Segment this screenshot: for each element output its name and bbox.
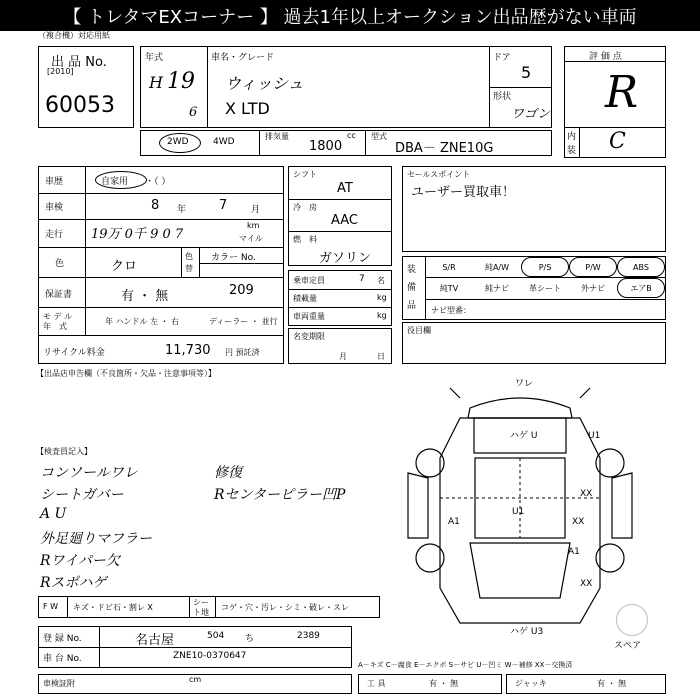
- inspector-note: Rスポハゲ: [40, 575, 107, 591]
- score-value: R: [605, 67, 639, 118]
- recycle-amount: 11,730: [165, 343, 211, 358]
- banner-text: 【 トレタマEXコーナー 】 過去1年以上オークション出品歴がない車両: [63, 6, 637, 28]
- shape-value: ワゴン: [511, 107, 551, 122]
- inspector-note: 修復: [214, 465, 242, 481]
- mark-right-a1: A1: [568, 547, 580, 557]
- car-grade: X LTD: [225, 99, 270, 118]
- mileage-label: 走行: [45, 230, 64, 240]
- registration-box: [38, 626, 352, 668]
- equipment-item: 純ナビ: [485, 283, 509, 293]
- fuel-value: ガソリン: [319, 251, 372, 266]
- jack-label: ジャッキ: [515, 679, 547, 688]
- weight-label: 車両重量: [293, 312, 325, 321]
- equipment-item: エアB: [617, 278, 665, 298]
- lot-year-tag: [2010]: [47, 67, 74, 76]
- dealer-text: ディーラー ・ 並行: [209, 317, 278, 326]
- model-year-label-1: モ デ ル: [43, 312, 73, 321]
- spare-label: スペア: [614, 641, 642, 651]
- warranty-value: 有 ・ 無: [121, 289, 169, 304]
- equipment-item: 純A/W: [484, 262, 510, 272]
- sales-point-label: セールスポイント: [407, 170, 471, 179]
- cert-mm: cm: [189, 675, 202, 684]
- type-label: 型式: [371, 132, 387, 141]
- equipment-item: S/R: [442, 262, 456, 272]
- model-box: [140, 46, 552, 128]
- color-value: クロ: [111, 259, 138, 274]
- name-change-day: 日: [377, 352, 385, 361]
- history-value: 自家用: [101, 177, 129, 187]
- warranty-label: 保証書: [45, 290, 73, 300]
- sub-header: （複合機）対応用紙: [38, 31, 110, 40]
- fw-items: キズ・ドビ石・割レ X: [73, 603, 153, 612]
- handle-text: 年 ハンドル 左 ・ 右: [105, 317, 180, 326]
- equipment-item: ABS: [617, 257, 665, 277]
- reg-kana: ち: [245, 634, 255, 644]
- equipment-row-1: [425, 257, 665, 277]
- year-era: H: [149, 73, 163, 92]
- sales-point-value: ユーザー買取車！: [411, 185, 516, 200]
- cc-unit: cc: [347, 131, 356, 140]
- car-diagram: [400, 378, 640, 638]
- tools-label: 工 具: [367, 679, 386, 688]
- drive-row: [140, 130, 552, 156]
- displacement-label: 排気量: [265, 132, 289, 141]
- type-value: DBA－ ZNE10G: [395, 141, 494, 156]
- color-no-value: 209: [229, 283, 254, 298]
- door-value: 5: [521, 63, 532, 82]
- equipment-item: 外ナビ: [581, 283, 605, 293]
- inspector-note: シートガバー: [40, 487, 124, 503]
- name-change-box: [288, 328, 392, 364]
- lot-box: [38, 46, 134, 128]
- equipment-item: 革シート: [529, 283, 561, 293]
- shape-label: 形状: [493, 92, 512, 102]
- capacity-box: [288, 270, 392, 326]
- sales-point-box: [402, 166, 666, 252]
- mark-hood: ハゲ U: [510, 431, 538, 441]
- drive-2wd: 2WD: [167, 137, 189, 147]
- displacement-value: 1800: [309, 139, 343, 154]
- drive-4wd: 4WD: [213, 137, 235, 147]
- seat-label-1: シー: [193, 598, 209, 607]
- remarks-box: [402, 322, 666, 364]
- equipment-box: [402, 256, 666, 320]
- cert-box: [38, 674, 352, 694]
- equipment-item: P/S: [521, 257, 569, 277]
- month-unit: 月: [251, 205, 261, 215]
- inspector-note: コンソールワレ: [40, 465, 138, 481]
- equipment-item: P/W: [569, 257, 617, 277]
- name-change-month: 月: [339, 352, 347, 361]
- reg-label: 登 録 No.: [43, 634, 82, 644]
- inspection-year: 8: [151, 198, 160, 213]
- mark-right-xx1: XX: [580, 489, 593, 499]
- weight-unit: kg: [377, 311, 387, 320]
- inspection-month: 7: [219, 198, 228, 213]
- shift-box: [288, 166, 392, 266]
- equipment-row-2: [425, 278, 665, 298]
- car-name: ウィッシュ: [225, 74, 304, 93]
- year-value: 19: [167, 69, 195, 94]
- inspector-note: Rセンターピラー凹P: [214, 487, 346, 503]
- name-label: 車名・グレード: [211, 53, 275, 63]
- inspector-label: 【検査員記入】: [36, 447, 92, 456]
- interior-label-2: 装: [567, 146, 577, 156]
- mark-right-xx2: XX: [572, 517, 585, 527]
- equipment-label: 装 備 品: [407, 265, 417, 311]
- inspector-note: A U: [40, 506, 67, 522]
- seat-items: コゲ・穴・汚レ・シミ・破レ・スレ: [221, 603, 349, 612]
- history-box: [38, 166, 284, 364]
- color-label: 色: [55, 259, 65, 269]
- km-unit: km: [247, 221, 260, 230]
- load-label: 積載量: [293, 294, 317, 303]
- jack-value: 有 ・ 無: [597, 679, 627, 688]
- interior-label-1: 内: [567, 132, 577, 142]
- reg-city: 名古屋: [135, 633, 175, 648]
- fw-box: [38, 596, 380, 618]
- seat-label-2: ト地: [193, 608, 209, 617]
- inspector-note: 外足廻りマフラー: [40, 531, 152, 547]
- mile-unit: マイル: [239, 234, 263, 243]
- mark-center-u: U1: [512, 507, 525, 517]
- damage-legend: A－キズ C－腐食 E－エクボ S－サビ U－凹ミ W－補修 XX－交換済: [358, 661, 573, 669]
- interior-value: C: [609, 129, 626, 154]
- color-change-2: 替: [185, 264, 193, 273]
- spare-circle: [616, 604, 648, 636]
- recycle-label: リサイクル料金: [43, 348, 105, 358]
- year-label: 年式: [145, 53, 164, 63]
- inspector-note: Rワイパー欠: [40, 553, 120, 569]
- mark-bottom-hage: ハゲ U3: [510, 627, 544, 637]
- year-unit: 年: [177, 205, 187, 215]
- notes-label: 【出品店申告欄（不良箇所・欠品・注意事項等）】: [36, 369, 216, 378]
- cert-label: 車検証附: [43, 679, 75, 688]
- fuel-label: 燃 料: [293, 235, 317, 244]
- color-no-label: カラー No.: [211, 253, 256, 263]
- reg-class: 504: [207, 631, 225, 641]
- shift-value: AT: [337, 181, 353, 196]
- ac-label: 冷 房: [293, 203, 317, 212]
- door-label: ドア: [493, 53, 511, 63]
- ac-value: AAC: [331, 213, 358, 228]
- name-change-label: 名変期限: [293, 332, 325, 341]
- score-label: 評 価 点: [589, 52, 622, 62]
- mark-left-a: A1: [448, 517, 460, 527]
- inspection-label: 車検: [45, 203, 64, 213]
- mileage-value: 19万 0千 9 0 7: [91, 227, 184, 242]
- color-change-1: 色: [185, 252, 193, 261]
- tools-box: [358, 674, 502, 694]
- navi-label: ナビ型番：: [431, 306, 471, 315]
- recycle-unit: 円 預託済: [225, 348, 260, 357]
- load-unit: kg: [377, 293, 387, 302]
- chassis-label: 車 台 No.: [43, 654, 82, 664]
- capacity-label: 乗車定員: [293, 276, 325, 285]
- score-box: [564, 46, 666, 158]
- lot-number: 60053: [45, 93, 115, 118]
- fw-label: F W: [43, 602, 59, 611]
- banner: [0, 0, 700, 31]
- month-value: 6: [189, 105, 198, 120]
- jack-box: [506, 674, 666, 694]
- history-paren: ・（ ）: [145, 177, 171, 187]
- history-label: 車歴: [45, 177, 64, 187]
- remarks-label: 役目欄: [407, 326, 431, 335]
- capacity-value: 7: [359, 274, 365, 284]
- chassis-value: ZNE10-0370647: [173, 651, 247, 661]
- shift-label: シフト: [293, 170, 317, 179]
- mark-bottom-x: XX: [580, 579, 593, 589]
- mark-right-upper: U1: [588, 431, 601, 441]
- tools-value: 有 ・ 無: [429, 679, 459, 688]
- mark-top: ワレ: [515, 379, 534, 389]
- capacity-unit: 名: [377, 276, 385, 285]
- model-year-label-2: 年 式: [43, 322, 67, 331]
- lot-label: 出 品 No.: [51, 55, 107, 70]
- equipment-item: 純TV: [439, 283, 459, 293]
- reg-number: 2389: [297, 631, 320, 641]
